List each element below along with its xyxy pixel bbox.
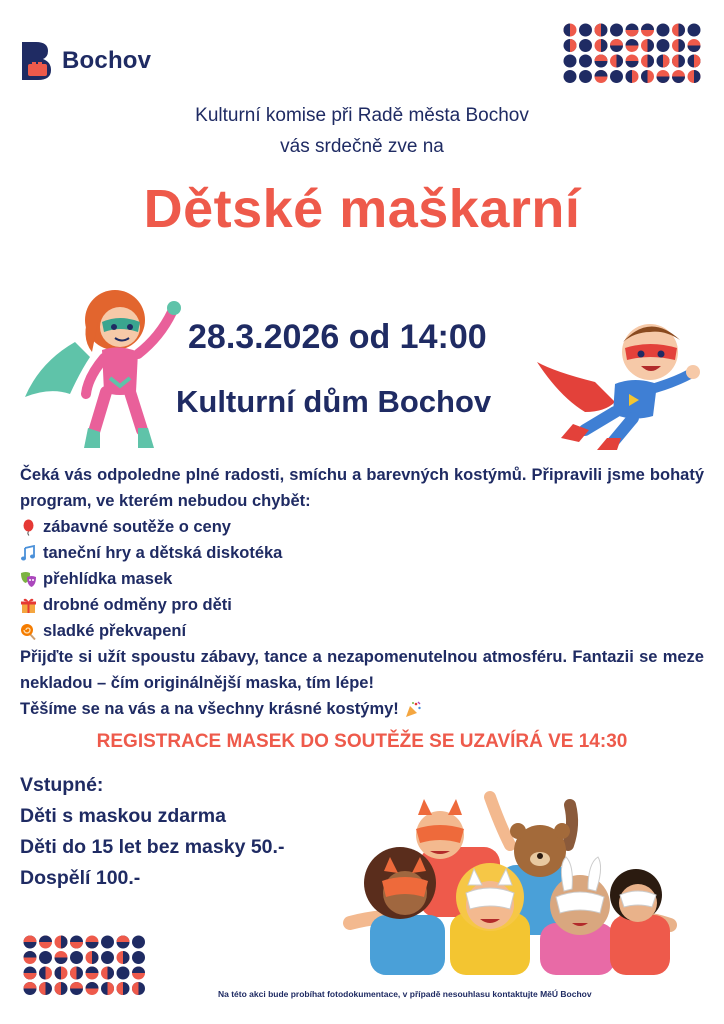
pattern-dot [610, 70, 623, 83]
pattern-dot [688, 55, 701, 68]
program-item-text: zábavné soutěže o ceny [43, 518, 231, 536]
logo-text: Bochov [62, 47, 152, 74]
pattern-dot [564, 55, 577, 68]
organizer-line: Kulturní komise při Radě města Bochov [195, 105, 529, 126]
pattern-dot [626, 70, 639, 83]
program-item [20, 618, 704, 644]
event-venue: Kulturní dům Bochov [176, 384, 492, 419]
pattern-dot [70, 936, 83, 949]
pattern-dot [641, 55, 654, 68]
pattern-dot [55, 967, 68, 980]
pattern-dot [657, 55, 670, 68]
pattern-dot [86, 982, 99, 995]
pattern-dot [657, 39, 670, 52]
program-item [20, 566, 704, 592]
pattern-dot [657, 70, 670, 83]
boy-superhero-illustration [535, 312, 705, 452]
pattern-dot [641, 70, 654, 83]
children-in-masks-illustration [340, 785, 680, 975]
pattern-dot [24, 936, 37, 949]
pattern-dot [86, 951, 99, 964]
closing-line [20, 696, 704, 722]
closing-text: Těšíme se na vás a na všechny krásné kostýmy! [20, 700, 399, 718]
pattern-dot [595, 39, 608, 52]
pattern-dot [132, 951, 145, 964]
pattern-dot [595, 70, 608, 83]
pattern-dot [672, 70, 685, 83]
party-popper-icon [405, 701, 422, 718]
description-intro: Čeká vás odpoledne plné radosti, smíchu a barevných kostýmů. Připravili jsme bohatý program, ve kterém nebudou chybět: [20, 466, 704, 510]
pattern-dot [117, 951, 130, 964]
program-item [20, 514, 704, 540]
pattern-dot [55, 936, 68, 949]
decorative-circle-pattern-top [562, 22, 704, 90]
event-description [20, 462, 704, 722]
program-item [20, 540, 704, 566]
pattern-dot [595, 55, 608, 68]
program-item-text: přehlídka masek [43, 570, 173, 588]
program-item-text: drobné odměny pro děti [43, 596, 232, 614]
pattern-dot [101, 936, 114, 949]
pattern-dot [626, 24, 639, 37]
gift-icon [20, 597, 37, 614]
pattern-dot [688, 24, 701, 37]
pattern-dot [117, 936, 130, 949]
pattern-dot [672, 39, 685, 52]
girl-superhero-illustration [20, 282, 185, 452]
program-item-text: taneční hry a dětská diskotéka [43, 544, 283, 562]
pattern-dot [564, 39, 577, 52]
decorative-circle-pattern-bottom [22, 934, 148, 1004]
pattern-dot [132, 936, 145, 949]
pattern-dot [55, 951, 68, 964]
pattern-dot [626, 39, 639, 52]
program-item [20, 592, 704, 618]
photo-consent-note: Na této akci bude probíhat fotodokumentace, v případě nesouhlasu kontaktujte MěÚ Bochov [218, 989, 592, 999]
fee-item: Děti do 15 let bez masky 50.- [20, 836, 285, 858]
pattern-dot [101, 967, 114, 980]
pattern-dot [626, 55, 639, 68]
pattern-dot [688, 70, 701, 83]
pattern-dot [101, 951, 114, 964]
pattern-dot [132, 982, 145, 995]
pattern-dot [564, 70, 577, 83]
pattern-dot [672, 24, 685, 37]
pattern-dot [641, 39, 654, 52]
description-invitation: Přijďte si užít spoustu zábavy, tance a nezapomenutelnou atmosféru. Fantazii se meze nekladou – čím originálnější maska, tím lépe! [20, 648, 704, 692]
invitation-line: vás srdečně zve na [280, 136, 444, 157]
pattern-dot [70, 982, 83, 995]
pattern-dot [86, 936, 99, 949]
pattern-dot [39, 936, 52, 949]
pattern-dot [86, 967, 99, 980]
pattern-dot [579, 24, 592, 37]
pattern-dot [24, 951, 37, 964]
admission-fees [20, 770, 284, 894]
pattern-dot [657, 24, 670, 37]
bochov-logo [22, 42, 151, 80]
pattern-dot [641, 24, 654, 37]
pattern-dot [39, 967, 52, 980]
bochov-logo-icon [22, 42, 52, 80]
fee-item: Dospělí 100.- [20, 867, 141, 889]
theater-masks-icon [20, 571, 37, 588]
pattern-dot [564, 24, 577, 37]
pattern-dot [39, 951, 52, 964]
pattern-dot [610, 55, 623, 68]
pattern-dot [672, 55, 685, 68]
pattern-dot [70, 967, 83, 980]
pattern-dot [132, 967, 145, 980]
fee-item: Děti s maskou zdarma [20, 805, 226, 827]
pattern-dot [55, 982, 68, 995]
pattern-dot [39, 982, 52, 995]
pattern-dot [579, 70, 592, 83]
balloon-icon [20, 519, 37, 536]
pattern-dot [101, 982, 114, 995]
pattern-dot [70, 951, 83, 964]
fees-heading: Vstupné: [20, 774, 104, 796]
lollipop-icon [20, 623, 37, 640]
event-datetime: 28.3.2026 od 14:00 [188, 318, 487, 356]
pattern-dot [595, 24, 608, 37]
pattern-dot [117, 967, 130, 980]
pattern-dot [579, 39, 592, 52]
registration-notice: REGISTRACE MASEK DO SOUTĚŽE SE UZAVÍRÁ VE 14:30 [96, 731, 628, 752]
pattern-dot [24, 967, 37, 980]
pattern-dot [610, 39, 623, 52]
program-item-text: sladké překvapení [43, 622, 187, 640]
music-notes-icon [20, 545, 37, 562]
pattern-dot [610, 24, 623, 37]
pattern-dot [117, 982, 130, 995]
pattern-dot [579, 55, 592, 68]
pattern-dot [24, 982, 37, 995]
pattern-dot [688, 39, 701, 52]
event-title: Dětské maškarní [143, 179, 581, 239]
